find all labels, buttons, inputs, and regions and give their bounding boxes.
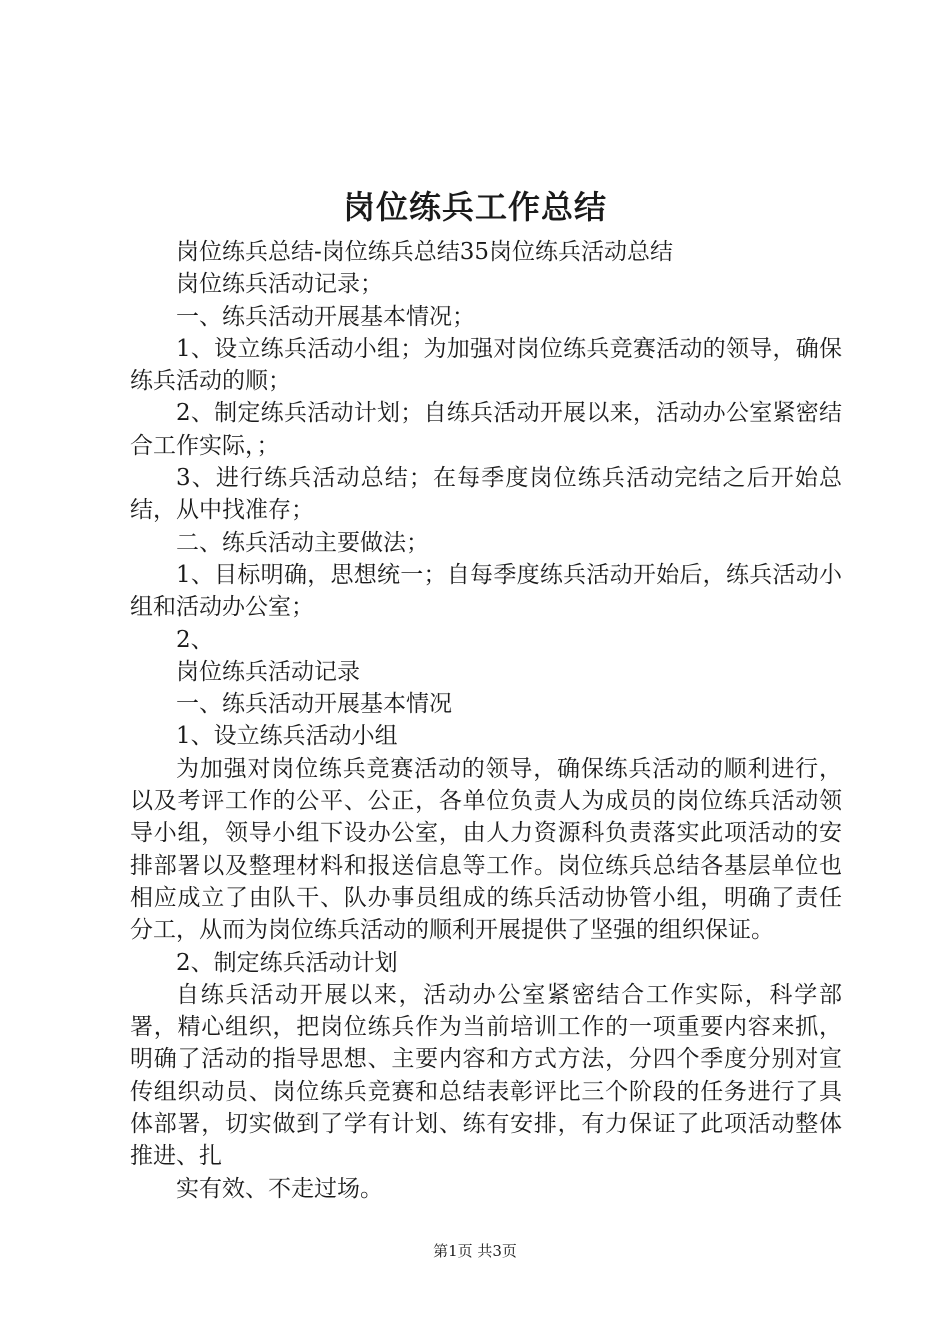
paragraph: 1、目标明确，思想统一；自每季度练兵活动开始后，练兵活动小组和活动办公室； [130,561,842,621]
paragraph: 自练兵活动开展以来，活动办公室紧密结合工作实际，科学部署，精心组织，把岗位练兵作为当前培训工作的一项重要内容来抓，明确了活动的指导思想、主要内容和方式方法，分四个季度分别对宣传组织动员、岗位练兵竞赛和总结表彰评比三个阶段的任务进行了具体部署，切实做到了学有计划、练有安排，有力保证了此项活动整体推进、扎 [130,981,842,1170]
document-body [130,236,842,1205]
paragraph: 2、 [176,626,214,653]
paragraph: 一、练兵活动开展基本情况 [176,691,452,718]
paragraph: 2、制定练兵活动计划；自练兵活动开展以来，活动办公室紧密结合工作实际，； [130,400,842,459]
paragraph: 2、制定练兵活动计划 [176,949,398,976]
paragraph: 为加强对岗位练兵竞赛活动的领导，确保练兵活动的顺利进行，以及考评工作的公平、公正，各单位负责人为成员的岗位练兵活动领导小组，领导小组下设办公室，由人力资源科负责落实此项活动的安排部署以及整理材料和报送信息等工作。岗位练兵总结各基层单位也相应成立了由队干、队办事员组成的练兵活动协管小组，明确了责任分工，从而为岗位练兵活动的顺利开展提供了坚强的组织保证。 [130,755,842,944]
paragraph: 岗位练兵总结-岗位练兵总结35岗位练兵活动总结 [176,239,674,265]
document-title: 岗位练兵工作总结 [342,188,607,226]
paragraph: 岗位练兵活动记录 [176,658,360,685]
paragraph: 1、设立练兵活动小组；为加强对岗位练兵竞赛活动的领导，确保练兵活动的顺； [130,335,842,395]
paragraph: 1、设立练兵活动小组 [176,723,398,750]
paragraph: 岗位练兵活动记录； [176,271,383,298]
page-number: 第1页 共3页 [433,1242,517,1260]
paragraph: 一、练兵活动开展基本情况； [176,303,475,330]
paragraph: 实有效、不走过场。 [176,1175,383,1202]
paragraph: 二、练兵活动主要做法； [176,529,429,556]
paragraph: 3、进行练兵活动总结；在每季度岗位练兵活动完结之后开始总结，从中找准存； [130,465,842,524]
